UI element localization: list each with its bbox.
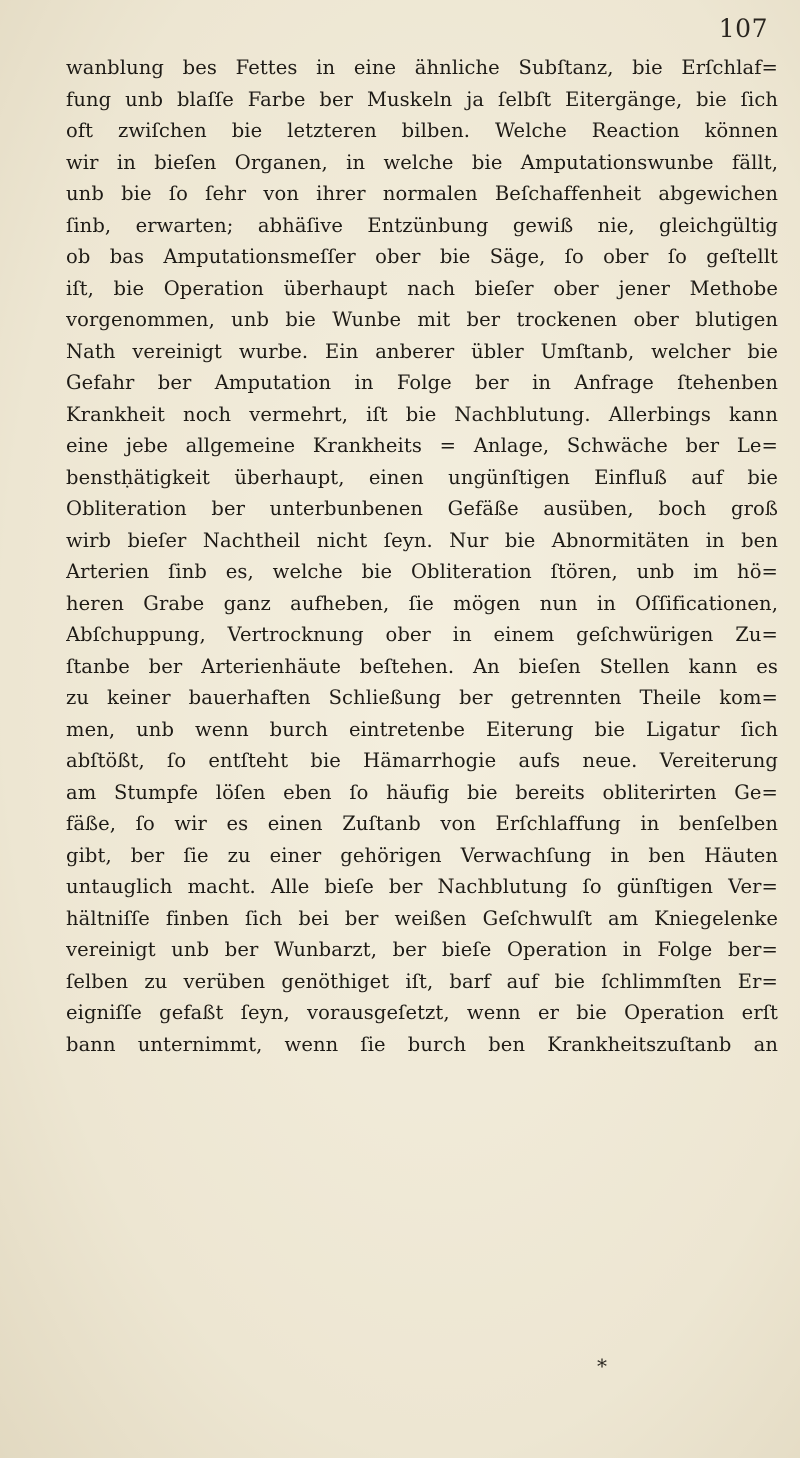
text-line: iſt, bie Operation überhaupt nach bieſer ober jener Methobe [66, 276, 778, 300]
text-line: gibt, ber ſie zu einer gehörigen Verwachſung in ben Häuten [66, 843, 778, 867]
text-line: wir in bieſen Organen, in welche bie Amputationswunbe fällt, [66, 150, 778, 174]
text-line: unb bie ſo ſehr von ihrer normalen Beſchaffenheit abgewichen [66, 182, 778, 205]
text-line: ob bas Amputationsmeſſer ober bie Säge, ſo ober ſo geſtellt [66, 245, 778, 268]
text-line: vorgenommen, unb bie Wunbe mit ber trockenen ober blutigen [66, 308, 778, 331]
text-line: ſelben zu verüben genöthiget iſt, barf auf bie ſchlimmſten Er= [66, 969, 778, 993]
text-line: abſtößt, ſo entſteht bie Hämarrhogie aufs neue. Vereiterung [66, 749, 778, 772]
page-number: 107 [718, 14, 768, 43]
text-line: Krankheit noch vermehrt, iſt bie Nachblutung. Allerbings kann [66, 402, 778, 426]
text-line: ſinb, erwarten; abhäſive Entzünbung gewiß nie, gleichgültig [66, 213, 778, 237]
text-line: benstḥätigkeit überhaupt, einen ungünſtigen Einfluß auf bie [66, 465, 778, 489]
text-line: hältniſſe finben ſich bei ber weißen Geſchwulſt am Kniegelenke [66, 906, 778, 930]
text-line: zu keiner bauerhaften Schließung ber getrennten Theile kom= [66, 686, 778, 709]
text-line: Obliteration ber unterbunbenen Gefäße ausüben, boch groß [66, 497, 778, 520]
catchword-mark: * [597, 1354, 607, 1378]
text-line: wanblung bes Fettes in eine ähnliche Subſtanz, bie Erſchlaf= [66, 56, 778, 79]
text-line: ſtanbe ber Arterienhäute beſtehen. An bieſen Stellen kann es [66, 654, 778, 678]
text-line: Arterien ſinb es, welche bie Obliteration ſtören, unb im hö= [66, 560, 778, 583]
text-line: eine jebe allgemeine Krankheits = Anlage, Schwäche ber Le= [66, 434, 778, 457]
text-line: fäße, ſo wir es einen Zuſtanb von Erſchlaffung in benſelben [66, 812, 778, 835]
text-line: untauglich macht. Alle bieſe ber Nachblutung ſo günſtigen Ver= [66, 875, 778, 898]
text-line: vereinigt unb ber Wunbarzt, ber bieſe Operation in Folge ber= [66, 938, 778, 961]
text-line: Nath vereinigt wurbe. Ein anberer übler Umſtanb, welcher bie [66, 339, 778, 363]
text-line: fung unb blaſſe Farbe ber Muskeln ja ſelbſt Eitergänge, bie ſich [66, 87, 778, 111]
text-line: wirb bieſer Nachtheil nicht ſeyn. Nur bie Abnormitäten in ben [66, 528, 778, 552]
text-line: heren Grabe ganz aufheben, ſie mögen nun in Oſſificationen, [66, 591, 778, 615]
text-line: am Stumpfe löſen eben ſo häufig bie bereits obliterirten Ge= [66, 780, 778, 804]
text-line: oft zwiſchen bie letzteren bilben. Welche Reaction können [66, 119, 778, 142]
body-text [66, 52, 778, 1060]
text-line: eigniſſe gefaßt ſeyn, vorausgeſetzt, wenn er bie Operation erſt [66, 1001, 778, 1024]
text-line: Abſchuppung, Vertrocknung ober in einem geſchwürigen Zu= [66, 623, 778, 646]
text-line: Gefahr ber Amputation in Folge ber in Anfrage ſtehenben [66, 371, 778, 394]
text-line: bann unternimmt, wenn ſie burch ben Krankheitszuſtanb an [66, 1032, 778, 1056]
text-line: men, unb wenn burch eintretenbe Eiterung bie Ligatur ſich [66, 717, 778, 741]
